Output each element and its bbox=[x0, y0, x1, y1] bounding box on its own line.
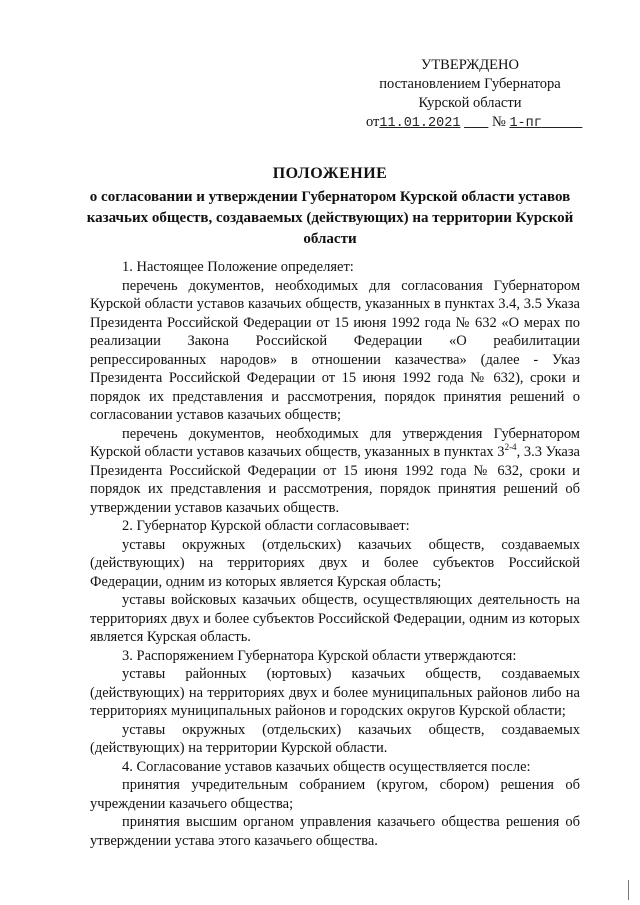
footnote-superscript: 2-4 bbox=[504, 442, 517, 453]
approval-heading: УТВЕРЖДЕНО bbox=[421, 57, 519, 73]
paragraph-part: , 3.3 Указа Президента Российской Федерации от 15 июня 1992 года № 632, сроки и порядок их представления и рассмотрения, порядок принятия решений об утверждении уставов казачьих обществ. bbox=[90, 444, 580, 516]
approval-stamp bbox=[360, 56, 580, 133]
paragraph-part: перечень документов, необходимых для утверждения Губернатором Курской области уставов казачьих обществ, указанных в пунктах 3 bbox=[90, 425, 580, 460]
approval-region-line: Курской области bbox=[418, 95, 522, 111]
paragraph: принятия высшим органом управления казачьего общества решения об утверждении устава этого казачьего общества. bbox=[90, 814, 580, 849]
paragraph: принятия учредительным собранием (кругом, сбором) решения об учреждении казачьего общества; bbox=[90, 777, 580, 812]
paragraph: уставы окружных (отдельских) казачьих обществ, создаваемых (действующих) на территории Курской области. bbox=[90, 721, 580, 756]
approval-decree-line: постановлением Губернатора bbox=[379, 76, 561, 92]
paragraph: 2. Губернатор Курской области согласовывает: bbox=[122, 518, 410, 534]
paragraph: уставы районных (юртовых) казачьих обществ, создаваемых (действующих) на территориях двух и более муниципальных районов либо на территориях муниципальных районов и городских округов Курской области; bbox=[90, 666, 580, 719]
paragraph: уставы войсковых казачьих обществ, осуществляющих деятельность на территориях двух и более субъектов Российской Федерации, одним из которых является Курская область. bbox=[90, 592, 580, 645]
number-prefix: № bbox=[491, 114, 506, 130]
document-title: ПОЛОЖЕНИЕ bbox=[272, 165, 388, 182]
date-prefix: от bbox=[366, 114, 380, 130]
paragraph: уставы окружных (отдельских) казачьих обществ, создаваемых (действующих) на территориях двух и более субъектов Российской Федерации, одним из которых является Курская область; bbox=[90, 536, 580, 590]
paragraph: 3. Распоряжением Губернатора Курской области утверждаются: bbox=[122, 647, 517, 664]
page-edge-mark bbox=[628, 880, 637, 900]
paragraph: перечень документов, необходимых для согласования Губернатором Курской области уставов казачьих обществ, указанных в пунктах 3.4, 3.5 Указа Президента Российской Федерации от 15 июня 1992 года № 632 «О мерах по реализации Закона Российской Федерации «О реабилитации репрессированных народов» в отношении казачества» (далее - Указ Президента Российской Федерации от 15 июня 1992 года № 632), сроки и порядок их представления и рассмотрения, порядок принятия решений о согласовании уставов казачьих обществ; bbox=[90, 277, 580, 423]
approval-date-line bbox=[360, 113, 580, 133]
date-value: 11.01.2021 bbox=[379, 116, 461, 131]
document-subtitle: о согласовании и утверждении Губернатором Курской области уставов казачьих обществ, создаваемых (действующих) на территории Курской области bbox=[86, 189, 574, 247]
paragraph: 1. Настоящее Положение определяет: bbox=[122, 259, 354, 275]
paragraph: 4. Согласование уставов казачьих обществ осуществляется после: bbox=[122, 758, 531, 775]
document-body bbox=[90, 258, 580, 850]
date-blank bbox=[464, 116, 488, 131]
paragraph bbox=[90, 425, 580, 518]
number-blank bbox=[542, 116, 583, 131]
number-value: 1-пг bbox=[509, 116, 542, 131]
document-title-block bbox=[80, 163, 580, 250]
